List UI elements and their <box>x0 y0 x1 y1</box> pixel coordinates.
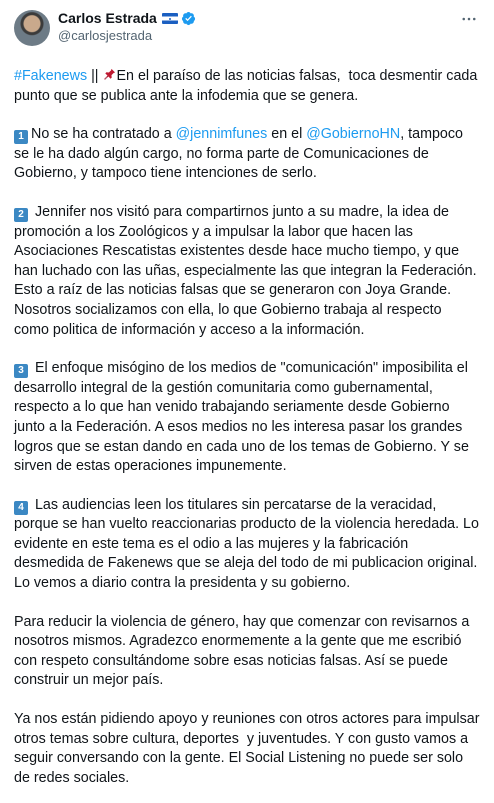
honduras-flag-icon <box>162 13 178 24</box>
author-handle[interactable]: @carlosjestrada <box>58 28 153 43</box>
tweet-paragraph-1 <box>14 125 480 184</box>
tweet-paragraph-3 <box>14 359 480 477</box>
pushpin-icon <box>103 68 116 81</box>
intro-text: En el paraíso de las noticias falsas, toca desmentir cada punto que se publica ante la infodemia que se genera. <box>14 68 482 104</box>
verified-badge-icon <box>181 11 196 26</box>
author-name[interactable]: Carlos Estrada <box>58 10 157 26</box>
author-info <box>58 10 196 44</box>
p4-text: Las audiencias leen los titulares sin percatarse de la veracidad, porque se han vuelto reaccionarias producto de la violencia heredada. Lo evidente en este tema es el odio a las mujeres y la fabricación desmedida de Fakenews que se aleja del todo de mi publicacion original. Lo vemos a diario contra la presidenta y su gobierno. <box>14 496 483 592</box>
hashtag-link[interactable]: #Fakenews <box>14 68 88 84</box>
tweet-paragraph-intro <box>14 67 480 106</box>
p1-text-a: No se ha contratado a <box>31 126 176 143</box>
tweet-paragraph-2 <box>14 203 480 340</box>
author-name-row <box>58 10 196 27</box>
p2-text: Jennifer nos visitó para compartirnos junto a su madre, la idea de promoción a los Zoológicos y a impulsar la labor que hacen las Asociaciones Rescatistas existentes desde hace mucho tiempo, y que han luchado con las uñas, especialmente las que integran la Federación. Esto a raíz de las noticias falsas que se generaron con Joya Grande. Nosotros socializamos con ella, lo que Gobierno trabaja al respecto como politica de información y acceso a la información. <box>14 203 481 338</box>
tweet-paragraph-5: Para reducir la violencia de género, hay que comenzar con revisarnos a nosotros mismos. Agradezco enormemente a la gente que me escribió con respeto consultándome sobre esas noticias falsas. Así se puede construir un mejor país. <box>14 613 474 689</box>
keycap-3-icon: 3 <box>14 364 28 378</box>
p3-text: El enfoque misógino de los medios de "comunicación" imposibilita el desarrollo integral de la gestión comunitaria como gubernamental, respecto a lo que han venido trabajando seriamente desde Gobierno junto a la Federación. A esos medios no les interesa pasar los grandes logros que se estan dando en cada uno de los temas de Gobierno. Y se sirven de estas operaciones impunemente. <box>14 360 473 475</box>
keycap-2-icon: 2 <box>14 208 28 222</box>
more-options-icon <box>460 10 478 28</box>
tweet-paragraph-6: Ya nos están pidiendo apoyo y reuniones con otros actores para impulsar otros temas sobre cultura, deportes y juventudes. Y con gusto vamos a seguir conversando con la gente. El Social Listening no puede ser solo de redes sociales. <box>14 711 484 786</box>
p1-text-b: en el <box>267 126 307 143</box>
avatar[interactable] <box>14 10 50 46</box>
more-options-button[interactable] <box>458 8 480 30</box>
keycap-4-icon: 4 <box>14 501 28 515</box>
p1-text-c: , tampoco se le ha dado algún cargo, no forma parte de Comunicaciones de Gobierno, y tampoco tiene intenciones de serlo. <box>14 126 467 182</box>
keycap-1-icon: 1 <box>14 130 28 144</box>
tweet-text <box>14 67 484 788</box>
tweet-header <box>14 9 480 57</box>
mention-gobiernohn[interactable]: @GobiernoHN <box>306 126 401 143</box>
tweet-paragraph-4 <box>14 496 483 594</box>
mention-jennimfunes[interactable]: @jennimfunes <box>175 126 268 143</box>
separator-text: || <box>87 68 103 84</box>
